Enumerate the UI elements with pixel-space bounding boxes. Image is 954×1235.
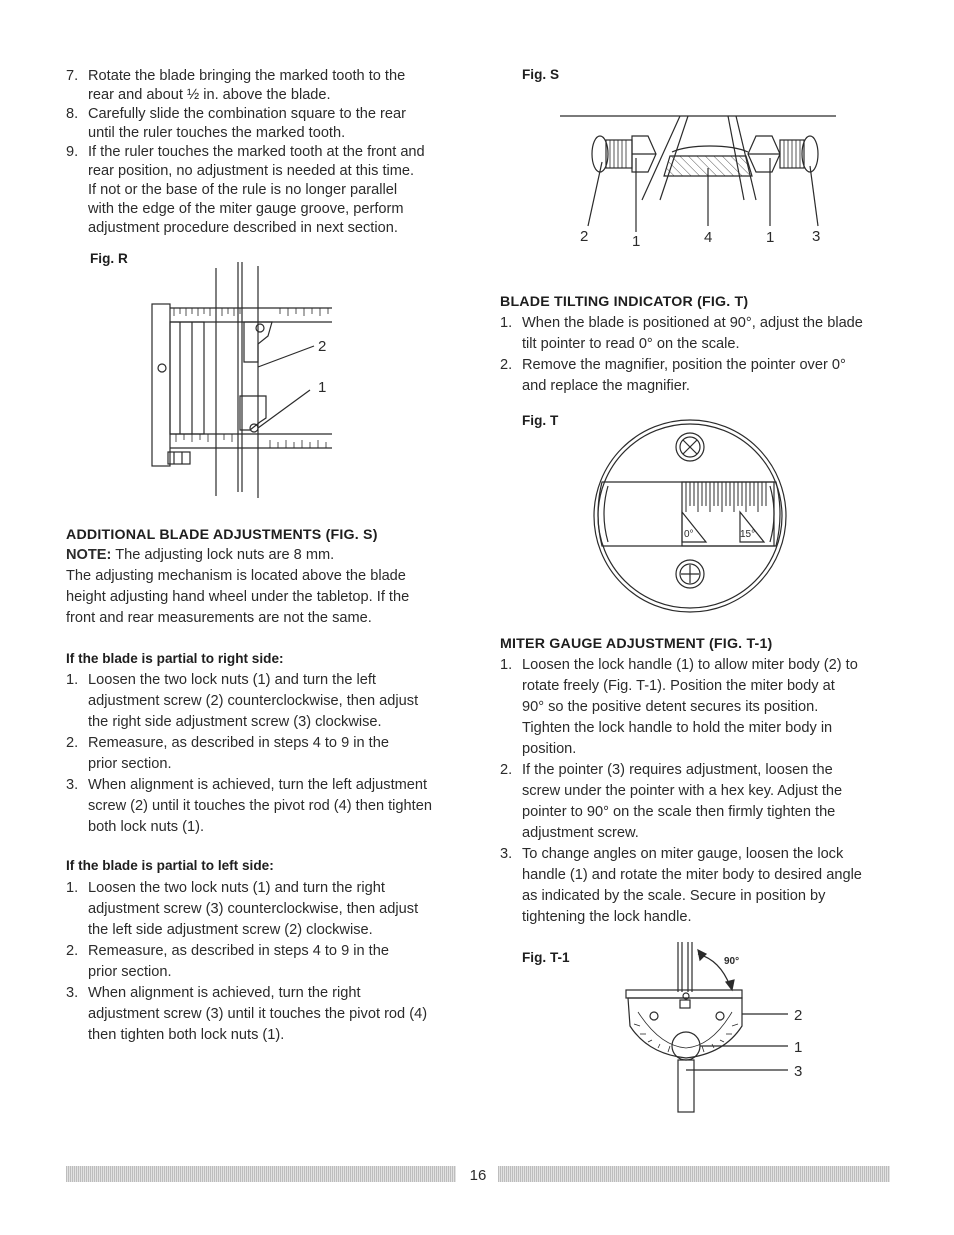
subheading-right-side: If the blade is partial to right side: xyxy=(66,651,284,666)
step-line: If the ruler touches the marked tooth at the front and xyxy=(88,144,425,160)
step-number: 1. xyxy=(500,315,513,331)
step-line: adjustment screw (3) until it touches the pivot rod (4) xyxy=(88,1006,428,1022)
scale-label-0: 0° xyxy=(684,529,694,540)
step-line: the left side adjustment screw (2) clockwise. xyxy=(88,922,373,938)
callout-1: 1 xyxy=(794,1039,803,1056)
fig-s-label: Fig. S xyxy=(522,67,560,82)
step-line: rear and about ½ in. above the blade. xyxy=(88,87,331,103)
angle-label: 90° xyxy=(724,956,740,967)
step-line: Remove the magnifier, position the pointer over 0° xyxy=(522,357,846,373)
callout-3: 3 xyxy=(794,1063,803,1080)
step-line: Loosen the two lock nuts (1) and turn the right xyxy=(88,880,385,896)
step-number: 3. xyxy=(500,846,513,862)
step-number: 7. xyxy=(66,68,79,84)
step-line: If not or the base of the rule is no longer parallel xyxy=(88,182,398,198)
step-line: as indicated by the scale. Secure in position by xyxy=(522,888,826,904)
step-line: tightening the lock handle. xyxy=(522,909,692,925)
step-line: rear position, no adjustment is needed at this time. xyxy=(88,163,415,179)
callout-4: 4 xyxy=(704,229,713,246)
step-number: 3. xyxy=(66,985,79,1001)
footer-bar-left xyxy=(66,1166,456,1182)
step-line: Carefully slide the combination square to the rear xyxy=(88,106,406,122)
step-number: 2. xyxy=(66,735,79,751)
step-line: adjustment procedure described in next section. xyxy=(88,220,398,236)
step-line: Remeasure, as described in steps 4 to 9 in the xyxy=(88,735,389,751)
step-line: adjustment screw (3) counterclockwise, then adjust xyxy=(88,901,419,917)
step-line: Loosen the lock handle (1) to allow miter body (2) to xyxy=(522,657,858,673)
intro-line: front and rear measurements are not the same. xyxy=(66,610,372,626)
intro-line: height adjusting hand wheel under the tabletop. If the xyxy=(66,589,410,605)
step-line: then tighten both lock nuts (1). xyxy=(88,1027,285,1043)
step-line: position. xyxy=(522,741,577,757)
note-line xyxy=(66,546,334,565)
step-line: pointer to 90° on the scale then firmly tighten the xyxy=(522,804,836,820)
step-number: 2. xyxy=(500,357,513,373)
step-number: 1. xyxy=(500,657,513,673)
step-line: To change angles on miter gauge, loosen the lock xyxy=(522,846,844,862)
fig-t1-label: Fig. T-1 xyxy=(522,950,570,965)
step-line: 90° so the positive detent secures its position. xyxy=(522,699,819,715)
fig-r-label: Fig. R xyxy=(90,251,128,266)
section-heading: ADDITIONAL BLADE ADJUSTMENTS (FIG. S) xyxy=(66,527,378,543)
step-line: prior section. xyxy=(88,964,172,980)
step-line: both lock nuts (1). xyxy=(88,819,204,835)
step-line: the right side adjustment screw (3) clockwise. xyxy=(88,714,382,730)
callout-3: 3 xyxy=(812,228,821,245)
step-line: tilt pointer to read 0° on the scale. xyxy=(522,336,740,352)
fig-t1-diagram xyxy=(620,942,810,1120)
step-line: until the ruler touches the marked tooth. xyxy=(88,125,346,141)
note-text: The adjusting lock nuts are 8 mm. xyxy=(111,547,335,563)
callout-1: 1 xyxy=(632,233,641,250)
step-line: When alignment is achieved, turn the right xyxy=(88,985,361,1001)
step-line: If the pointer (3) requires adjustment, loosen the xyxy=(522,762,833,778)
step-line: screw (2) until it touches the pivot rod (4) then tighten xyxy=(88,798,432,814)
step-line: handle (1) and rotate the miter body to desired angle xyxy=(522,867,862,883)
note-label: NOTE: xyxy=(66,547,112,563)
miter-heading: MITER GAUGE ADJUSTMENT (FIG. T-1) xyxy=(500,636,773,652)
step-line: rotate freely (Fig. T-1). Position the miter body at xyxy=(522,678,835,694)
callout-2: 2 xyxy=(794,1007,803,1024)
step-number: 3. xyxy=(66,777,79,793)
footer-bar-right xyxy=(498,1166,890,1182)
page-number: 16 xyxy=(469,1167,487,1184)
step-line: prior section. xyxy=(88,756,172,772)
callout-2: 2 xyxy=(318,338,327,355)
step-line: Remeasure, as described in steps 4 to 9 in the xyxy=(88,943,389,959)
step-number: 9. xyxy=(66,144,79,160)
step-number: 8. xyxy=(66,106,79,122)
callout-1: 1 xyxy=(318,379,327,396)
step-number: 2. xyxy=(500,762,513,778)
step-line: and replace the magnifier. xyxy=(522,378,690,394)
step-line: When the blade is positioned at 90°, adjust the blade xyxy=(522,315,863,331)
scale-label-15: 15° xyxy=(740,529,756,540)
step-number: 2. xyxy=(66,943,79,959)
fig-t-diagram xyxy=(588,416,792,616)
step-line: screw under the pointer with a hex key. Adjust the xyxy=(522,783,843,799)
fig-r-diagram xyxy=(140,262,340,500)
intro-line: The adjusting mechanism is located above the blade xyxy=(66,568,406,584)
callout-1: 1 xyxy=(766,229,775,246)
step-line: Loosen the two lock nuts (1) and turn the left xyxy=(88,672,376,688)
fig-t-label: Fig. T xyxy=(522,413,559,428)
callout-2: 2 xyxy=(580,228,589,245)
step-number: 1. xyxy=(66,880,79,896)
step-line: Tighten the lock handle to hold the miter body in xyxy=(522,720,833,736)
step-line: Rotate the blade bringing the marked tooth to the xyxy=(88,68,406,84)
step-line: adjustment screw (2) counterclockwise, then adjust xyxy=(88,693,419,709)
step-line: with the edge of the miter gauge groove, perform xyxy=(88,201,404,217)
step-line: adjustment screw. xyxy=(522,825,639,841)
step-line: When alignment is achieved, turn the left adjustment xyxy=(88,777,428,793)
fig-s-diagram xyxy=(560,96,850,254)
subheading-left-side: If the blade is partial to left side: xyxy=(66,858,274,873)
step-number: 1. xyxy=(66,672,79,688)
tilt-heading: BLADE TILTING INDICATOR (FIG. T) xyxy=(500,294,749,310)
